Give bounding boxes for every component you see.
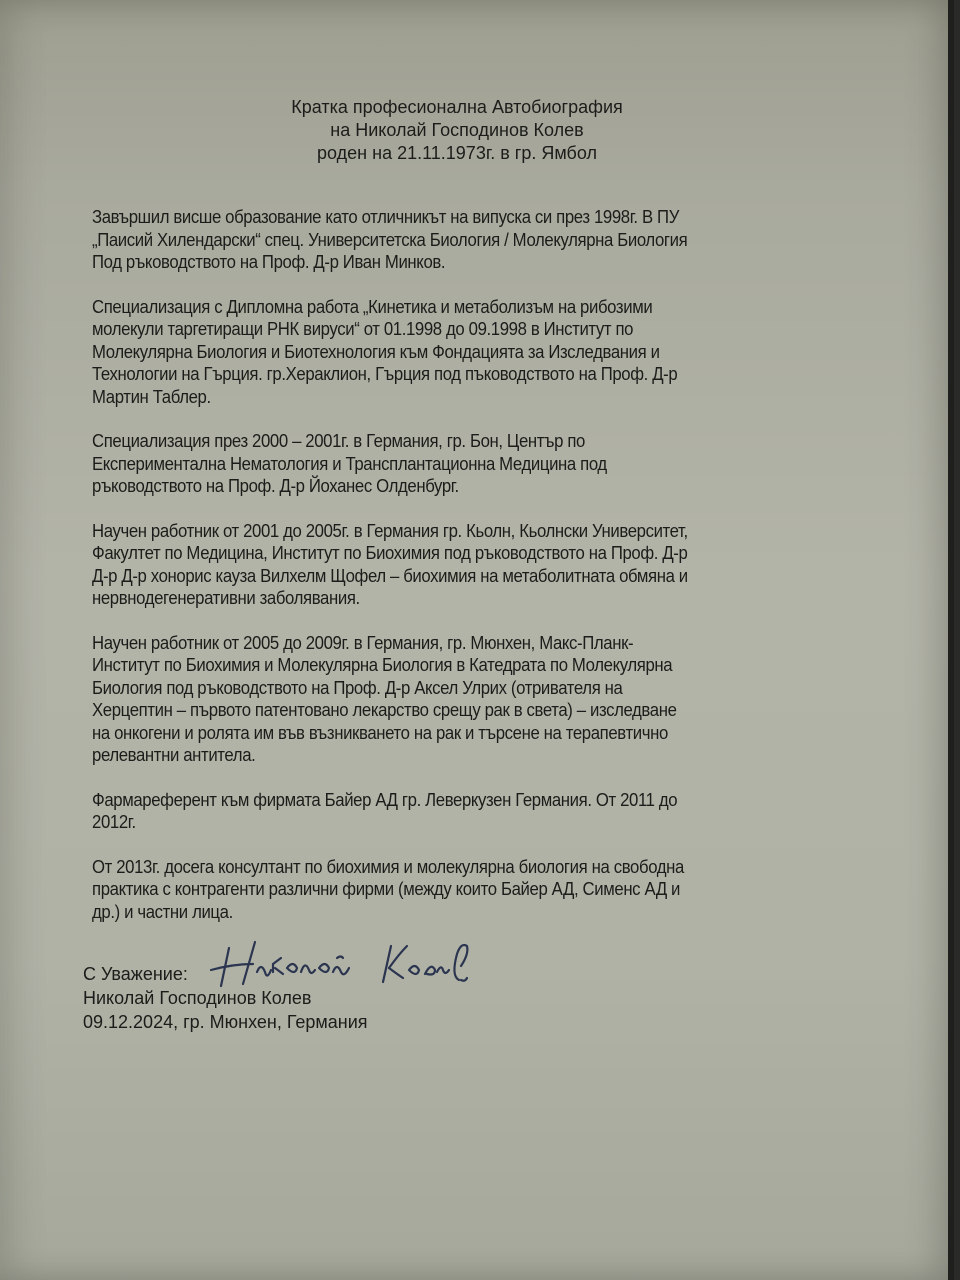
text-line: практика с контрагенти различни фирми (между които Байер АД, Сименс АД и (92, 879, 681, 899)
text-line: Под ръководството на Проф. Д-р Иван Минков. (92, 252, 446, 272)
paragraph-specialization-greece (92, 296, 808, 409)
text-line: Технологии на Гърция. гр.Хераклион, Гърция под пъководството на Проф. Д-р (92, 364, 678, 384)
paragraph-consultant (92, 856, 808, 924)
page-edge-shadow (948, 0, 954, 1280)
text-line: на онкогени и ролята им във възникването на рак и търсене на терапевтично (92, 722, 668, 743)
paragraph-bayer (92, 789, 808, 834)
text-line: молекули таргетиращи РНК вируси“ от 01.1998 до 09.1998 в Институт по (92, 319, 634, 339)
author-name: Николай Господинов Колев (83, 988, 312, 1008)
text-line: ръководството на Проф. Д-р Йоханес Олденбург. (92, 476, 459, 496)
text-line: Завършил висше образование като отличникът на випуска си през 1998г. В ПУ (92, 207, 679, 227)
text-line: Мартин Таблер. (92, 386, 211, 407)
paragraph-munich (92, 632, 808, 767)
text-line: Молекулярна Биология и Биотехнология към Фондацията за Изследвания и (92, 341, 660, 362)
paragraph-education (92, 206, 808, 274)
title-line-1: Кратка професионална Автобиография (291, 97, 623, 117)
text-line: Д-р Д-р хонорис кауза Вилхелм Щофел – биохимия на метаболитната обмяна и (92, 565, 688, 586)
text-line: Експериментална Нематология и Трансплантационна Медицина под (92, 453, 607, 474)
text-line: „Паисий Хилендарски“ спец. Университетска Биология / Молекулярна Биология (92, 229, 688, 250)
text-line: Институт по Биохимия и Молекулярна Биология в Катедрата по Молекулярна (92, 655, 673, 675)
salutation: С Уважение: (83, 964, 188, 984)
document-body (92, 206, 808, 945)
text-line: нервнодегенеративни заболявания. (92, 588, 360, 608)
document-header (0, 96, 914, 165)
text-line: др.) и частни лица. (92, 901, 233, 922)
text-line: Херцептин – първото патентовано лекарство срещу рак в света) – изследване (92, 700, 677, 720)
paragraph-specialization-bonn (92, 430, 808, 498)
text-line: Специализация с Дипломна работа „Кинетика и метаболизъм на рибозими (92, 296, 653, 317)
text-line: Специализация през 2000 – 2001г. в Германия, гр. Бон, Център по (92, 431, 585, 451)
title-line-3: роден на 21.11.1973г. в гр. Ямбол (317, 143, 597, 163)
text-line: релевантни антитела. (92, 745, 256, 765)
text-line: От 2013г. досега консултант по биохимия и молекулярна биология на свободна (92, 856, 684, 877)
text-line: Биология под ръководството на Проф. Д-р Аксел Улрих (отривателя на (92, 677, 623, 698)
text-line: Научен работник от 2001 до 2005г. в Германия гр. Кьолн, Кьолнски Университет, (92, 520, 688, 541)
text-line: 2012г. (92, 812, 136, 832)
handwritten-signature (203, 934, 503, 994)
date-place: 09.12.2024, гр. Мюнхен, Германия (83, 1012, 368, 1032)
text-line: Факултет по Медицина, Институт по Биохимия под ръководството на Проф. Д-р (92, 543, 688, 563)
text-line: Научен работник от 2005 до 2009г. в Германия, гр. Мюнхен, Макс-Планк- (92, 632, 634, 653)
paragraph-cologne (92, 520, 808, 610)
text-line: Фармареферент към фирмата Байер АД гр. Леверкузен Германия. От 2011 до (92, 789, 678, 810)
title-line-2: на Николай Господинов Колев (330, 120, 584, 140)
closing-block (83, 962, 368, 1034)
